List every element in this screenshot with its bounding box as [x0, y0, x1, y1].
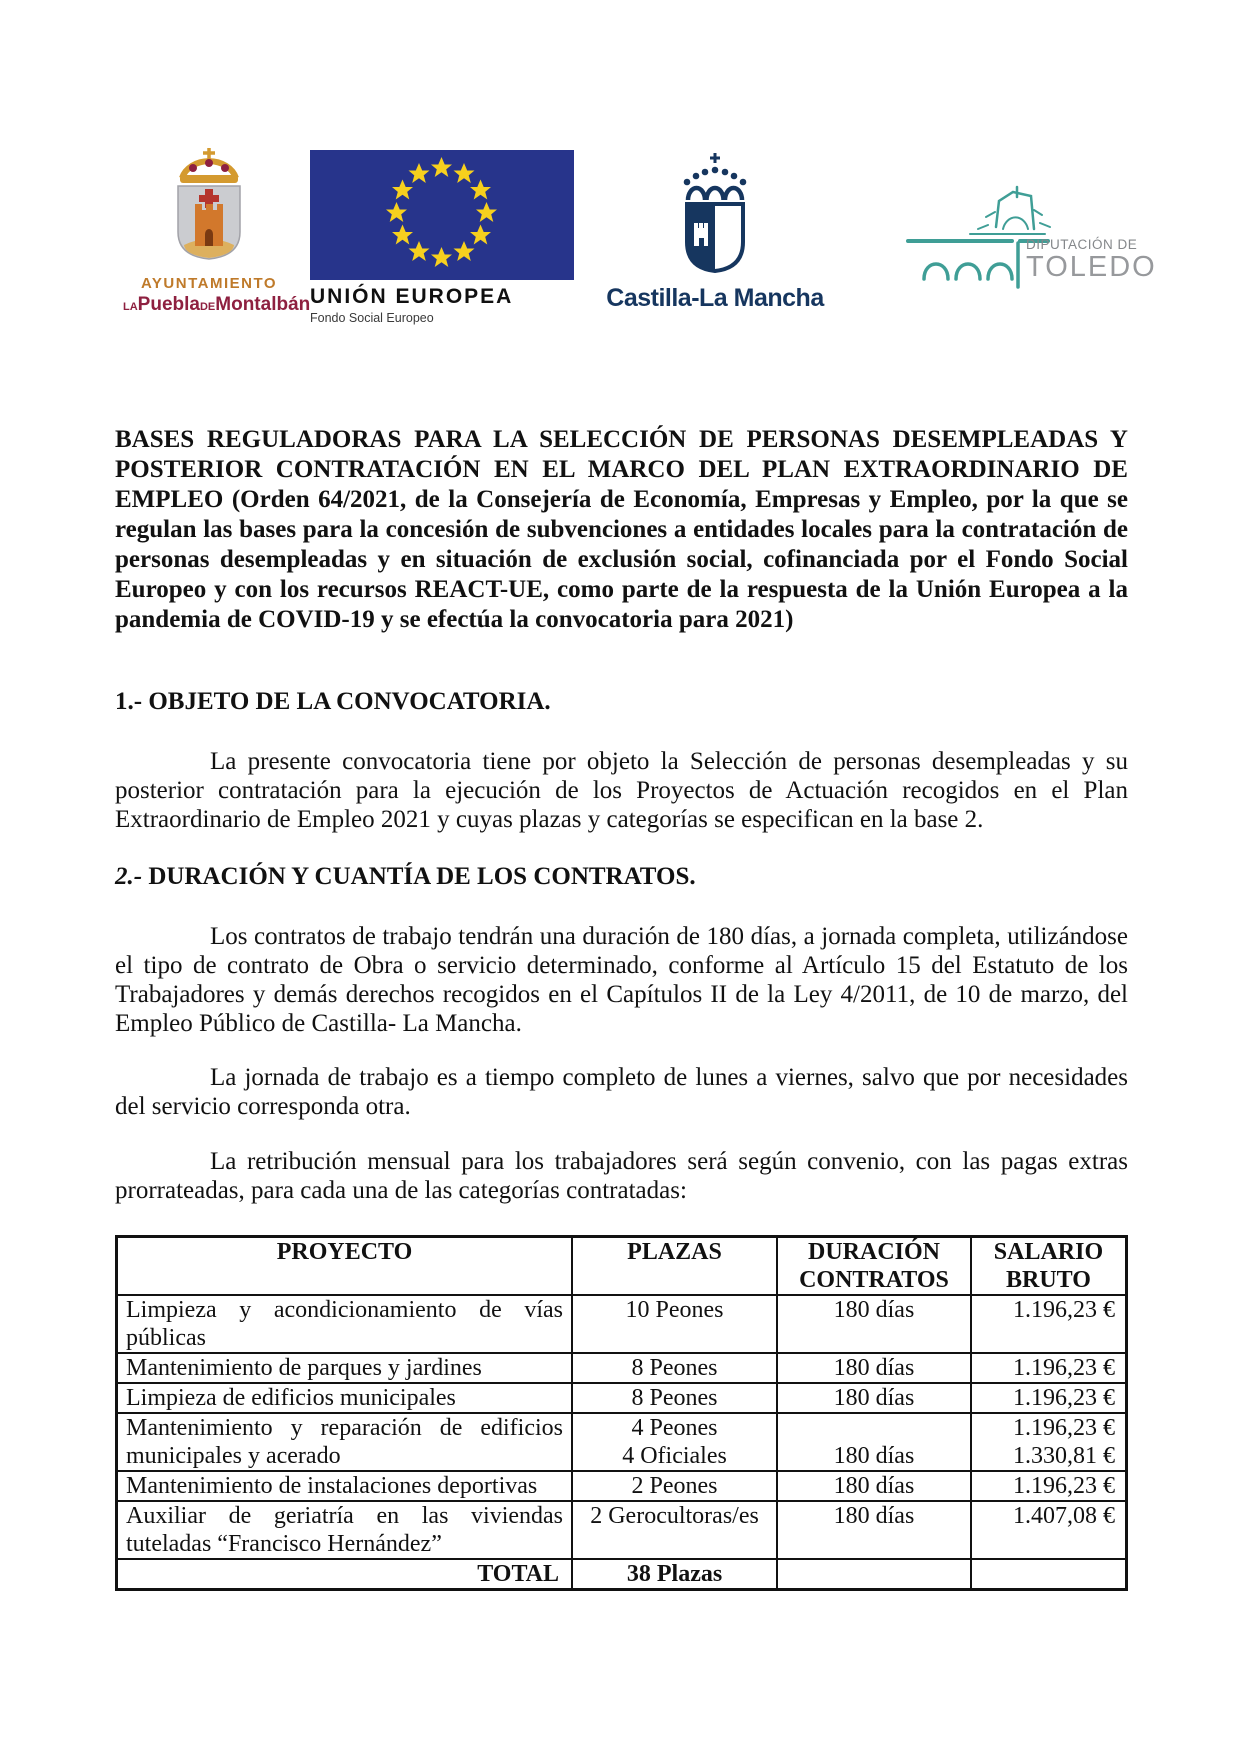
table-row	[117, 1353, 1127, 1383]
cell-duracion: 180 días	[777, 1353, 971, 1383]
cell-plazas: 8 Peones	[572, 1383, 777, 1413]
cell-proyecto: Mantenimiento y reparación de edificios municipales y acerado	[117, 1413, 573, 1471]
clm-title: Castilla-La Mancha	[606, 284, 824, 312]
cell-duracion: 180 días	[777, 1383, 971, 1413]
name-part: Puebla	[137, 294, 200, 315]
toledo-line1: DIPUTACIÓN DE	[1026, 237, 1138, 252]
table-row	[117, 1501, 1127, 1559]
logo-union-europea	[310, 150, 574, 325]
paragraph-jornada: La jornada de trabajo es a tiempo completo de lunes a viernes, salvo que por necesidades del servicio corresponda otra.	[115, 1064, 1128, 1120]
cell-plazas: 2 Peones	[572, 1471, 777, 1501]
cell-proyecto: Auxiliar de geriatría en las viviendas tuteladas “Francisco Hernández”	[117, 1501, 573, 1559]
section-2-heading	[115, 862, 1128, 892]
name-part: DE	[199, 301, 216, 313]
header-proyecto: PROYECTO	[117, 1237, 573, 1296]
eu-title: UNIÓN EUROPEA	[310, 285, 514, 308]
logo-castilla-la-mancha	[590, 152, 840, 313]
plazas-line: 4 Oficiales	[622, 1443, 727, 1469]
table-total-row	[117, 1559, 1127, 1590]
toledo-line2: TOLEDO	[1026, 251, 1157, 283]
eu-flag-icon	[310, 150, 574, 280]
cell-plazas	[572, 1413, 777, 1471]
cell-salario	[971, 1413, 1127, 1471]
cell-salario: 1.196,23 €	[971, 1295, 1127, 1353]
toledo-text	[1026, 237, 1157, 282]
cell-proyecto: Limpieza de edificios municipales	[117, 1383, 573, 1413]
cell-duracion: 180 días	[777, 1501, 971, 1559]
ayuntamiento-label: AYUNTAMIENTO	[140, 275, 278, 292]
cell-total-plazas: 38 Plazas	[572, 1559, 777, 1590]
cell-salario: 1.196,23 €	[971, 1383, 1127, 1413]
castilla-la-mancha-crest-icon	[675, 152, 755, 278]
cell-proyecto: Mantenimiento de parques y jardines	[117, 1353, 573, 1383]
header-duracion: DURACIÓN CONTRATOS	[777, 1237, 971, 1296]
plazas-table	[115, 1235, 1128, 1591]
cell-salario: 1.196,23 €	[971, 1471, 1127, 1501]
cell-duracion: 180 días	[777, 1295, 971, 1353]
logo-diputacion-toledo	[900, 185, 1155, 310]
header-plazas: PLAZAS	[572, 1237, 777, 1296]
eu-subtitle: Fondo Social Europeo	[310, 311, 434, 325]
plazas-line: 4 Peones	[631, 1415, 718, 1441]
ayuntamiento-crest-icon	[163, 146, 255, 270]
cell-salario: 1.196,23 €	[971, 1353, 1127, 1383]
cell-plazas: 8 Peones	[572, 1353, 777, 1383]
cell-duracion: 180 días	[777, 1471, 971, 1501]
table-header-row	[117, 1237, 1127, 1296]
paragraph-objeto: La presente convocatoria tiene por objeto la Selección de personas desempleadas y su posterior contratación para la ejecución de los Proyectos de Actuación recogidos en el Plan Extraordinario de Empleo 2021 y cuyas plazas y categorías se especifican en la base 2.	[115, 748, 1128, 833]
cell-total-label: TOTAL	[117, 1559, 573, 1590]
heading-number: 2.-	[115, 863, 143, 890]
header-salario: SALARIO BRUTO	[971, 1237, 1127, 1296]
paragraph-duracion: Los contratos de trabajo tendrán una duración de 180 días, a jornada completa, utilizándose el tipo de contrato de Obra o servicio determinado, conforme al Artículo 15 del Estatuto de los Trabajadores y demás derechos recogidos en el Capítulos II de la Ley 4/2011, de 10 de marzo, del Empleo Público de Castilla- La Mancha.	[115, 923, 1128, 1037]
letterhead	[115, 0, 1157, 330]
salario-line: 1.330,81 €	[1013, 1443, 1115, 1469]
cell-empty	[777, 1559, 971, 1590]
cell-plazas: 10 Peones	[572, 1295, 777, 1353]
table-row	[117, 1295, 1127, 1353]
heading-text: DURACIÓN Y CUANTÍA DE LOS CONTRATOS.	[142, 863, 696, 890]
table-row	[117, 1471, 1127, 1501]
cell-empty	[971, 1559, 1127, 1590]
cell-proyecto: Mantenimiento de instalaciones deportivas	[117, 1471, 573, 1501]
cell-salario: 1.407,08 €	[971, 1501, 1127, 1559]
table-row	[117, 1383, 1127, 1413]
name-part: Montalbán	[215, 294, 311, 315]
cell-plazas: 2 Gerocultoras/es	[572, 1501, 777, 1559]
document-body	[115, 425, 1128, 1591]
cell-duracion: 180 días	[777, 1413, 971, 1471]
table-row	[117, 1413, 1127, 1471]
document-title: BASES REGULADORAS PARA LA SELECCIÓN DE PERSONAS DESEMPLEADAS Y POSTERIOR CONTRATACIÓN EN EL MARCO DEL PLAN EXTRAORDINARIO DE EMPLEO (Orden 64/2021, de la Consejería de Economía, Empresas y Empleo, por la que se regulan las bases para la concesión de subvenciones a entidades locales para la contratación de personas desempleadas y en situación de exclusión social, cofinanciada por el Fondo Social Europeo y con los recursos REACT-UE, como parte de la respuesta de la Unión Europea a la pandemia de COVID-19 y se efectúa la convocatoria para 2021)	[115, 426, 1128, 633]
salario-line: 1.196,23 €	[1013, 1415, 1115, 1441]
section-1-heading: 1.- OBJETO DE LA CONVOCATORIA.	[115, 688, 551, 715]
logo-ayuntamiento-puebla-montalban	[123, 146, 311, 316]
paragraph-retribucion: La retribución mensual para los trabajadores será según convenio, con las pagas extras prorrateadas, para cada una de las categorías contratadas:	[115, 1148, 1128, 1204]
municipality-name	[123, 294, 311, 316]
name-part: LA	[123, 301, 138, 313]
cell-proyecto: Limpieza y acondicionamiento de vías públicas	[117, 1295, 573, 1353]
